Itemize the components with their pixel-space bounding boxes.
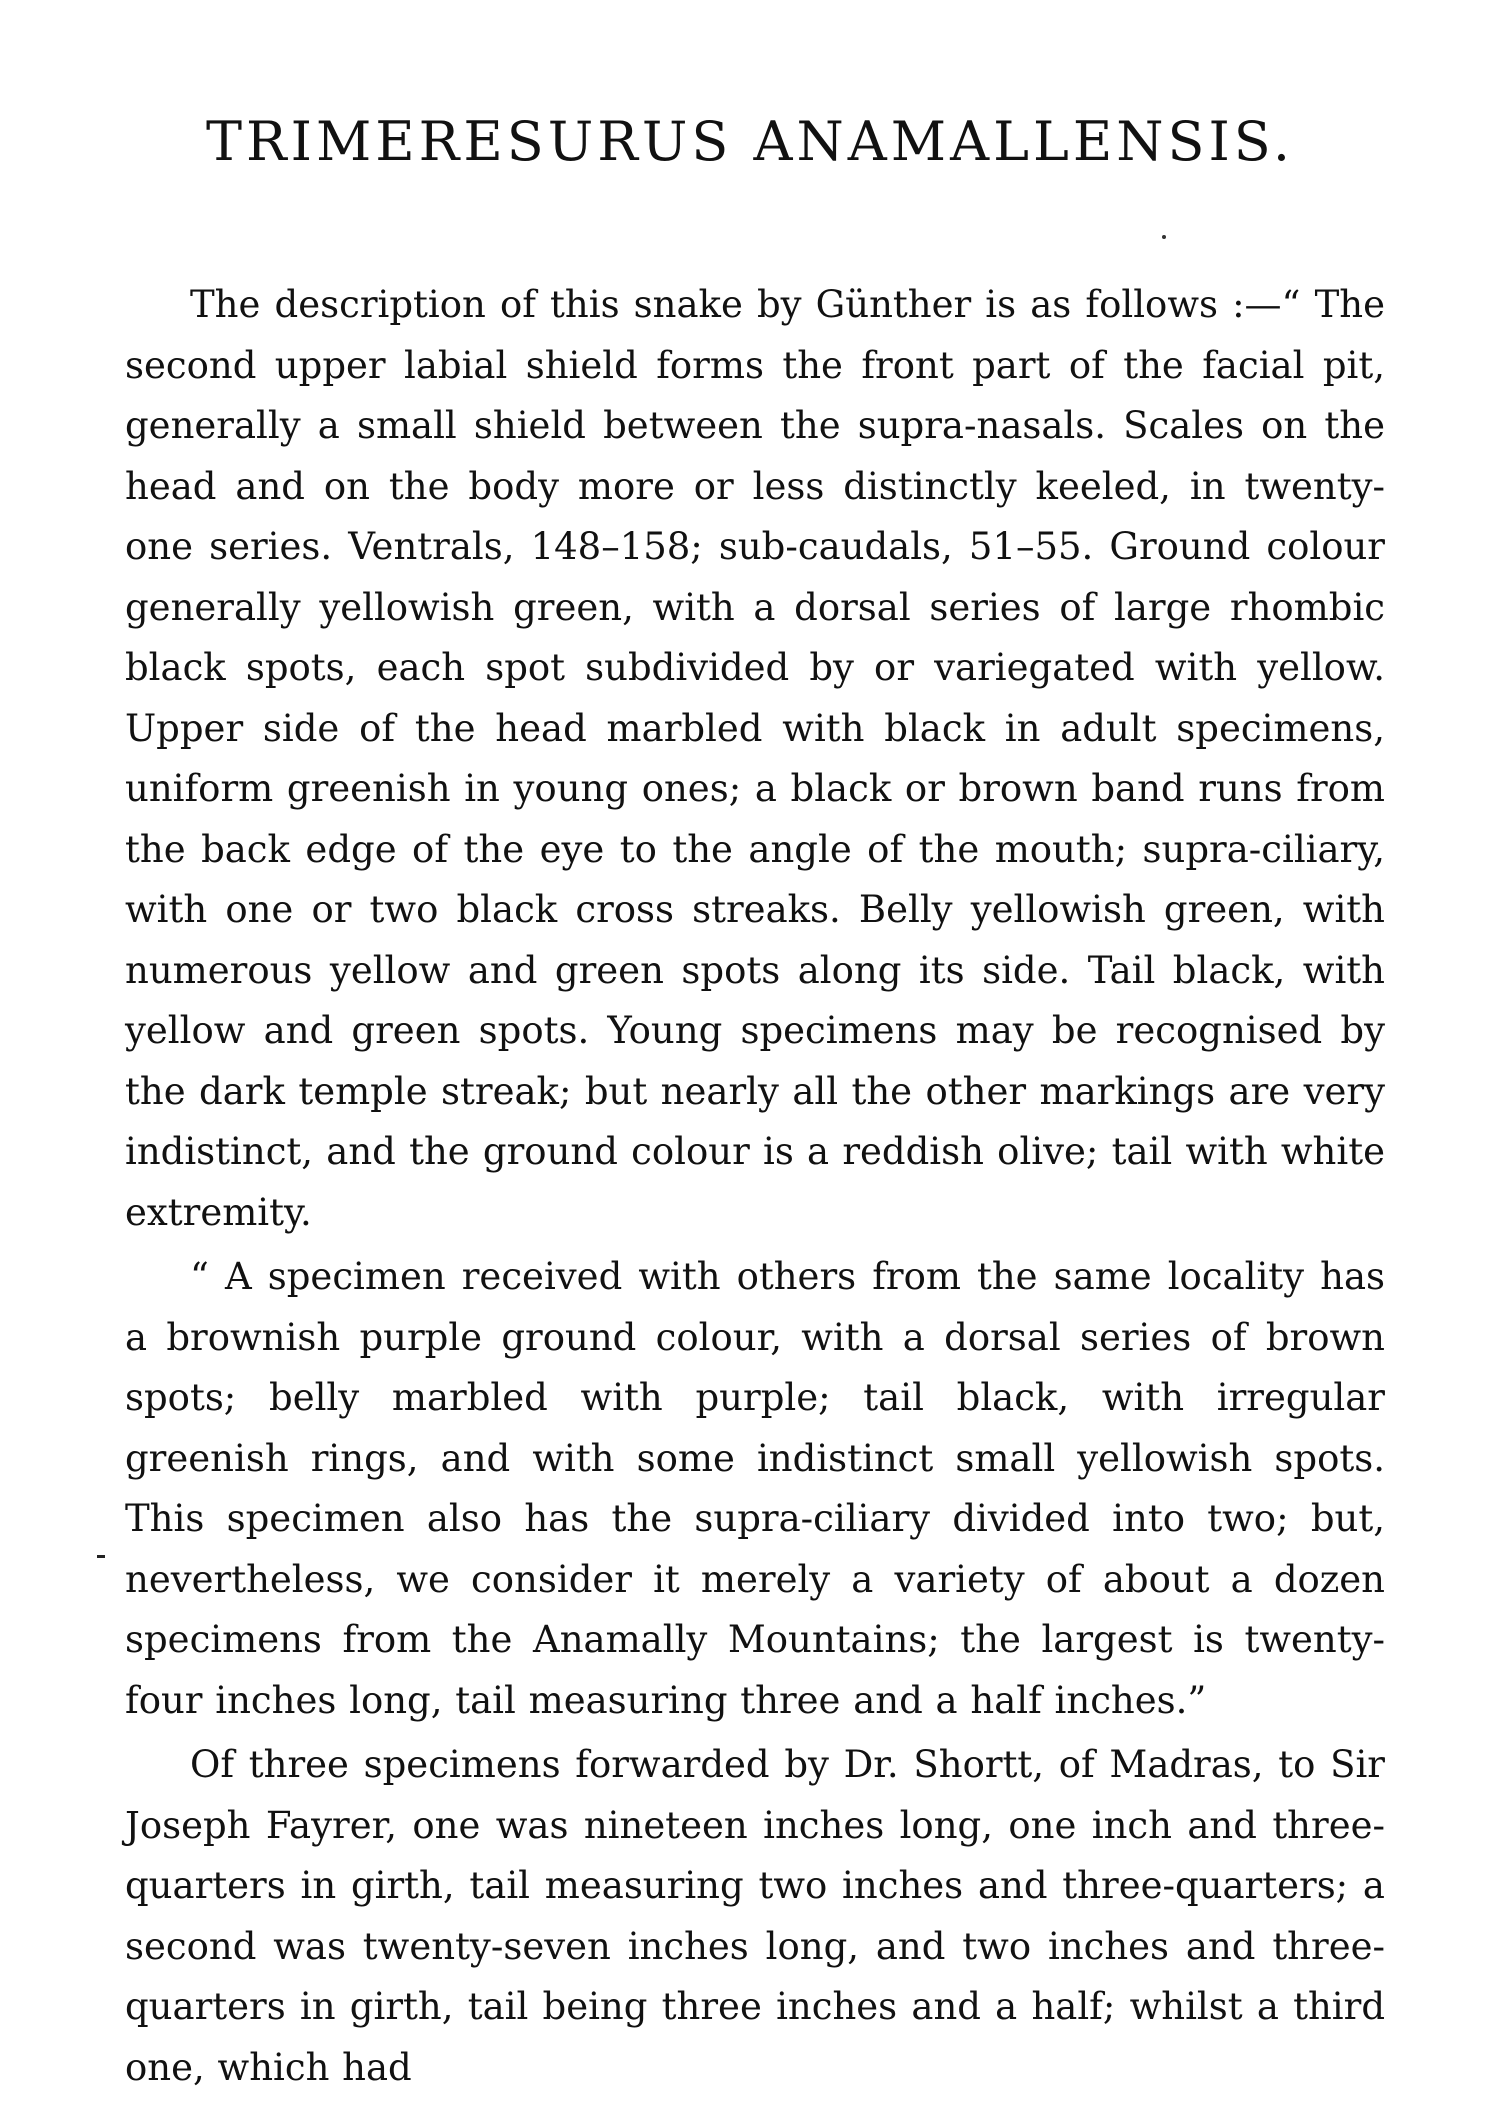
paragraph-description: The description of this snake by Günther is as follows :—“ The second upper labial shield forms the front part of the facial pit, generally a small shield between the supra-nasals. Scales on the head and on the body more or less distinctly keeled, in twenty-one series. Ventrals, 148–158; sub-caudals, 51–55. Ground colour generally yellowish green, with a dorsal series of large rhombic black spots, each spot subdivided by or variegated with yellow. Upper side of the head marbled with black in adult specimens, uniform greenish in young ones; a black or brown band runs from the back edge of the eye to the angle of the mouth; supra-ciliary, with one or two black cross streaks. Belly yellowish green, with numerous yellow and green spots along its side. Tail black, with yellow and green spots. Young specimens may be recognised by the dark temple streak; but nearly all the other markings are very indistinct, and the ground colour is a reddish olive; tail with white extremity. (125, 283, 1385, 1234)
body-text (125, 275, 1385, 2102)
paragraph-shortt: Of three specimens forwarded by Dr. Shortt, of Madras, to Sir Joseph Fayrer, one was nineteen inches long, one inch and three-quarters in girth, tail measuring two inches and three-quarters; a second was twenty-seven inches long, and two inches and three-quarters in girth, tail being three inches and a half; whilst a third one, which had (125, 1743, 1385, 2089)
paragraph-specimen: “ A specimen received with others from the same locality has a brownish purple ground colour, with a dorsal series of brown spots; belly marbled with purple; tail black, with irregular greenish rings, and with some indistinct small yellowish spots. This specimen also has the supra-ciliary divided into two; but, nevertheless, we consider it merely a variety of about a dozen specimens from the Anamally Mountains; the largest is twenty-four inches long, tail measuring three and a half inches.” (125, 1255, 1385, 1722)
page-title: TRIMERESURUS ANAMALLENSIS. (205, 110, 1295, 173)
print-speck (1162, 235, 1166, 239)
margin-mark (97, 1555, 105, 1558)
